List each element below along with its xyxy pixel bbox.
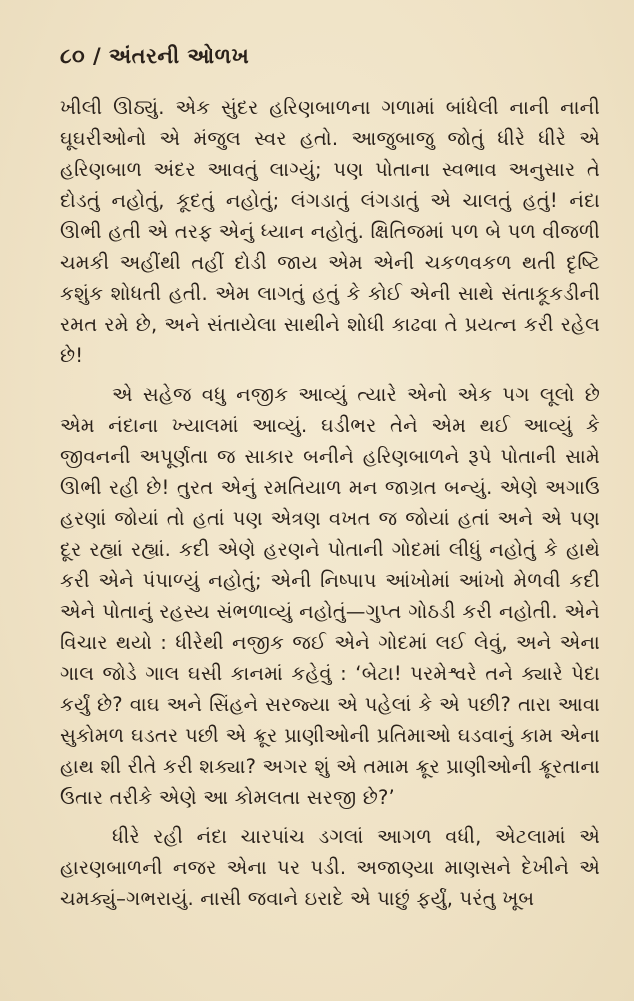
running-header xyxy=(60,44,249,69)
paragraph-1: ખીલી ઊઠ્યું. એક સુંદર હરિણબાળના ગળામાં બાંધેલી નાની નાની ઘૂઘરીઓનો એ મંજુલ સ્વર હતો. આજુબાજુ જોતું ધીરે ધીરે એ હરિણબાળ અંદર આવતું લાગ્યું; પણ પોતાના સ્વભાવ અનુસાર તે દોડતું નહોતું, કૂદતું નહોતું; લંગડાતું લંગડાતું એ ચાલતું હતું! નંદા ઊભી હતી એ તરફ એનું ધ્યાન નહોતું. ક્ષિતિજમાં પળ બે પળ વીજળી ચમકી અહીંથી તહીં દોડી જાય એમ એની ચકળવકળ થતી દૃષ્ટિ કશુંક શોધતી હતી. એમ લાગતું હતું કે કોઈ એની સાથે સંતાકૂકડીની રમત રમે છે, અને સંતાયેલા સાથીને શોધી કાઢવા તે પ્રયત્ન કરી રહેલ છે! xyxy=(60,96,600,367)
paragraph-3: ધીરે રહી નંદા ચારપાંચ ડગલાં આગળ વધી, એટલામાં એ હારણબાળની નજર એના પર પડી. અજાણ્યા માણસને દેખીને એ ચમક્યું–ગભરાયું. નાસી જવાને ઇરાદે એ પાછું ફર્યું, પરંતુ ખૂબ xyxy=(60,825,600,910)
page-number: ૮૦ xyxy=(60,44,86,68)
paragraph-2: એ સહેજ વધુ નજીક આવ્યું ત્યારે એનો એક પગ લૂલો છે એમ નંદાના ખ્યાલમાં આવ્યું. ઘડીભર તેને એમ થઈ આવ્યું કે જીવનની અપૂર્ણતા જ સાકાર બનીને હરિણબાળને રૂપે પોતાની સામે ઊભી રહી છે! તુરત એનું રમતિયાળ મન જાગ્રત બન્યું. એણે અગાઉ હરણાં જોયાં તો હતાં પણ એત્રણ વખત જ જોયાં હતાં અને એ પણ દૂર રહ્યાં રહ્યાં. કદી એણે હરણને પોતાની ગોદમાં લીધું નહોતું કે હાથે કરી એને પંપાળ્યું નહોતું; એની નિષ્પાપ આંખોમાં આંખો મેળવી કદી એને પોતાનું રહસ્ય સંભળાવ્યું નહોતું—ગુપ્ત ગોઠડી કરી નહોતી. એને વિચાર થયો : ધીરેથી નજીક જઈ એને ગોદમાં લઈ લેવું, અને એના ગાલ જોડે ગાલ ઘસી કાનમાં કહેવું : ‘બેટા! પરમેશ્વરે તને ક્યારે પેદા કર્યું છે? વાઘ અને સિંહને સરજ્યા એ પહેલાં કે એ પછી? તારા આવા સુકોમળ ઘડતર પછી એ ક્રૂર પ્રાણીઓની પ્રતિમાઓ ઘડવાનું કામ એના હાથ શી રીતે કરી શક્યા? અગર શું એ તમામ ક્રૂર પ્રાણીઓની ક્રૂરતાના ઉતાર તરીકે એણે આ કોમલતા સરજી છે?’ xyxy=(60,383,600,809)
body-text xyxy=(60,92,600,914)
book-title: અંતરની ઓળખ xyxy=(109,44,250,68)
header-separator: / xyxy=(93,44,102,68)
